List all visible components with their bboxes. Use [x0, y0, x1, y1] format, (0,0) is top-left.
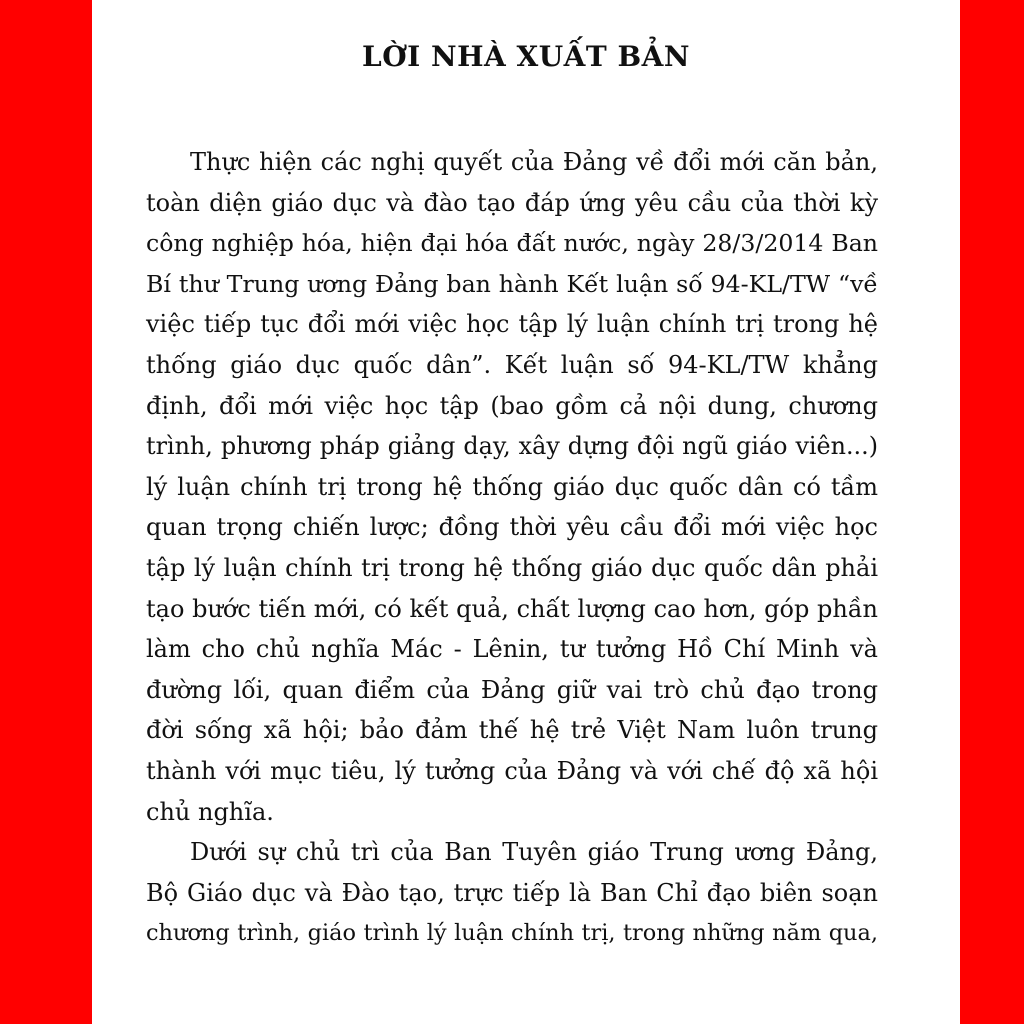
left-red-border	[0, 0, 92, 1024]
text-line: Dưới sự chủ trì của Ban Tuyên giáo Trung ương Đảng,	[190, 838, 878, 867]
text-line: Thực hiện các nghị quyết của Đảng về đổi mới căn bản,	[190, 148, 878, 176]
text-line: việc tiếp tục đổi mới việc học tập lý luận chính trị trong hệ	[146, 310, 878, 339]
text-line: Bí thư Trung ương Đảng ban hành Kết luận số 94-KL/TW “về	[146, 269, 878, 298]
text-line: lý luận chính trị trong hệ thống giáo dục quốc dân có tầm	[146, 472, 878, 501]
text-line: Bộ Giáo dục và Đào tạo, trực tiếp là Ban Chỉ đạo biên soạn	[146, 878, 878, 907]
text-line: làm cho chủ nghĩa Mác - Lênin, tư tưởng Hồ Chí Minh và	[146, 635, 878, 664]
text-line: định, đổi mới việc học tập (bao gồm cả nội dung, chương	[146, 391, 878, 420]
text-line: toàn diện giáo dục và đào tạo đáp ứng yêu cầu của thời kỳ	[146, 188, 878, 217]
text-line: đường lối, quan điểm của Đảng giữ vai trò chủ đạo trong	[146, 675, 878, 704]
text-line: đời sống xã hội; bảo đảm thế hệ trẻ Việt Nam luôn trung	[146, 716, 878, 745]
document-body	[146, 142, 878, 954]
text-line: trình, phương pháp giảng dạy, xây dựng đội ngũ giáo viên...)	[146, 432, 878, 461]
text-line: thống giáo dục quốc dân”. Kết luận số 94-KL/TW khẳng	[146, 350, 878, 379]
text-line: quan trọng chiến lược; đồng thời yêu cầu đổi mới việc học	[146, 513, 878, 542]
right-red-border	[960, 0, 1024, 1024]
text-line: tập lý luận chính trị trong hệ thống giáo dục quốc dân phải	[146, 553, 878, 582]
page-title: LỜI NHÀ XUẤT BẢN	[362, 40, 690, 73]
text-line: chủ nghĩa.	[146, 797, 274, 826]
text-line: tạo bước tiến mới, có kết quả, chất lượng cao hơn, góp phần	[146, 594, 878, 623]
text-line: thành với mục tiêu, lý tưởng của Đảng và với chế độ xã hội	[146, 756, 878, 785]
text-line: chương trình, giáo trình lý luận chính trị, trong những năm qua,	[146, 920, 878, 947]
text-line: công nghiệp hóa, hiện đại hóa đất nước, ngày 28/3/2014 Ban	[146, 229, 878, 258]
document-page	[92, 0, 960, 1024]
